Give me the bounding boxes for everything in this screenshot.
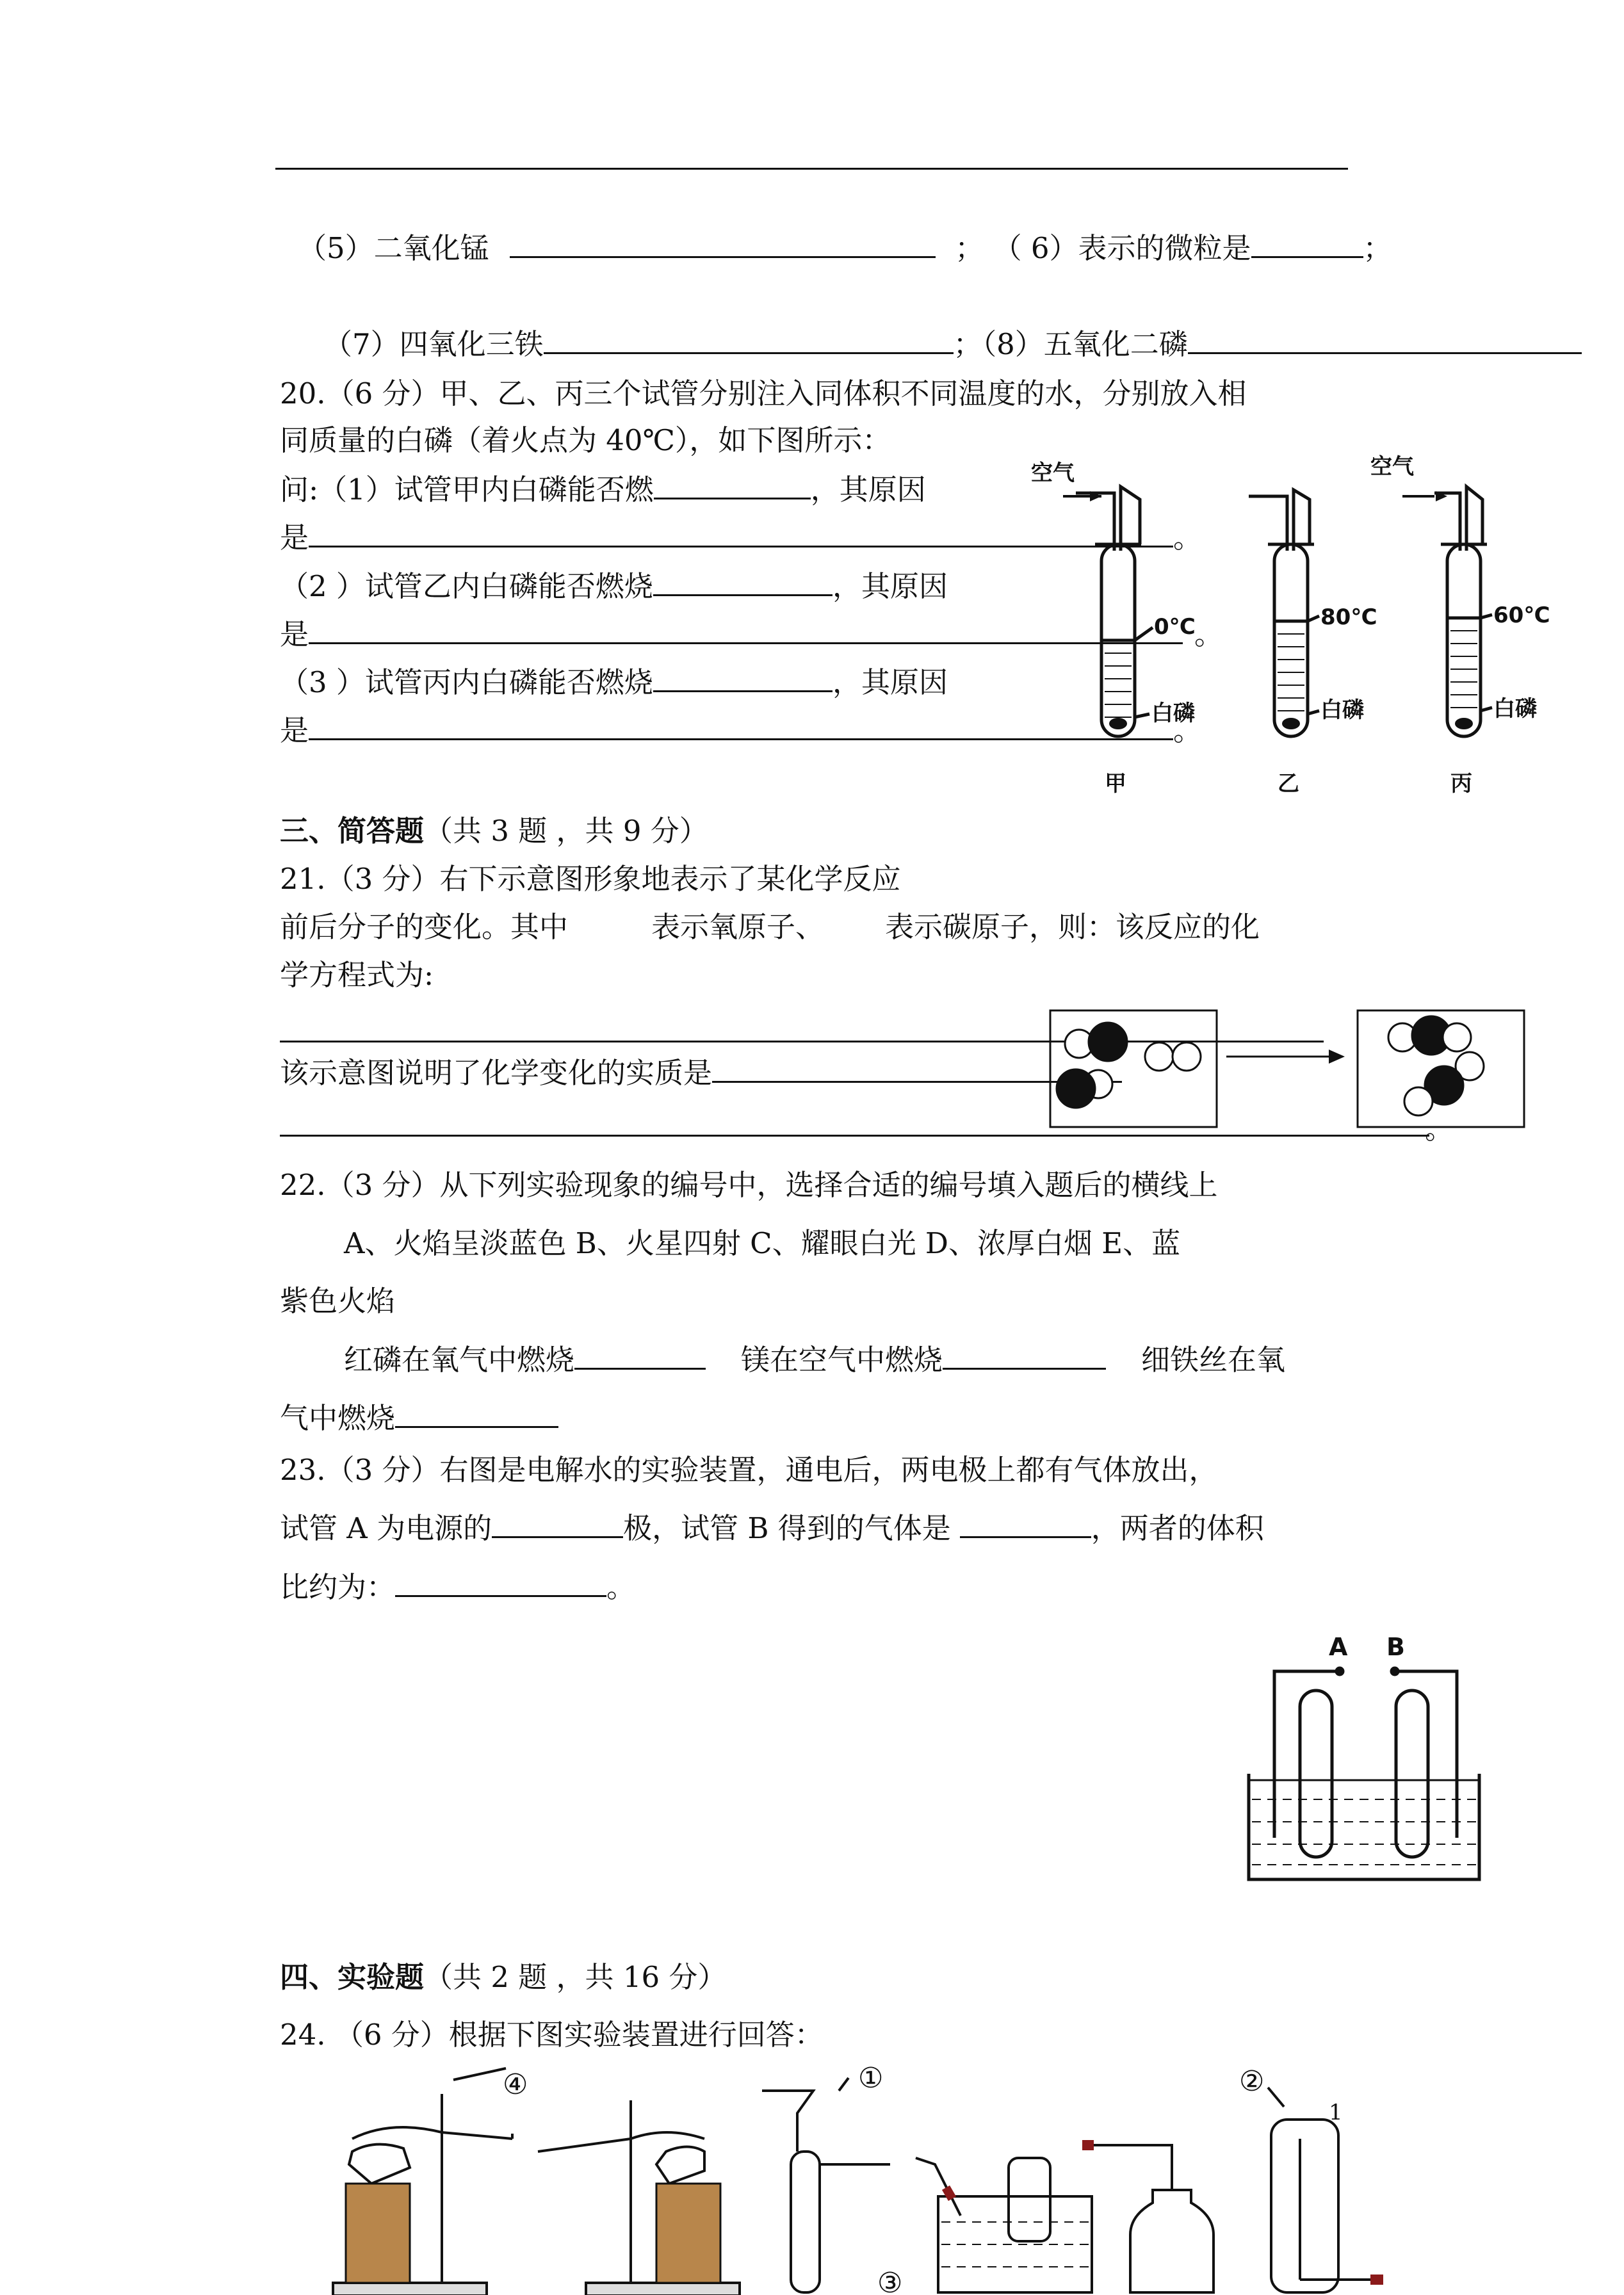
answer-blank[interactable]	[510, 231, 936, 258]
q20-q1-reason: 是 。	[280, 521, 1203, 555]
apparatus-mark: ②	[1239, 2065, 1265, 2098]
electrolysis-figure	[1242, 1626, 1486, 1895]
answer-blank[interactable]	[395, 1400, 558, 1428]
q22-options: A、火焰呈淡蓝色 B、火星四射 C、耀眼白光 D、浓厚白烟 E、蓝	[344, 1226, 1181, 1260]
q20-q1: 问:（1）试管甲内白磷能否燃 ，其原因	[280, 473, 926, 507]
temp-label: 60℃	[1493, 603, 1550, 628]
molecule-diagram	[1047, 1009, 1527, 1130]
q19-item5: （5）二氧化锰	[298, 231, 489, 265]
air-label: 空气	[1370, 454, 1414, 480]
electrode-label-b: B	[1386, 1633, 1405, 1661]
q20-q2-reason: 是 。	[280, 617, 1224, 651]
apparatus-mark: 1	[1329, 2100, 1343, 2125]
q23-line2: 试管 A 为电源的 极，试管 B 得到的气体是 ，两者的体积	[280, 1511, 1264, 1545]
tube-name: 丙	[1450, 771, 1472, 797]
tube-name: 甲	[1105, 771, 1126, 797]
electrode-label-a: A	[1329, 1633, 1348, 1661]
q19-item8: （8）五氧化二磷	[982, 327, 1188, 361]
q19-item6: （ 6）表示的微粒是	[993, 231, 1251, 265]
q24-line1: 24. （6 分）根据下图实验装置进行回答：	[280, 2018, 824, 2052]
section3-title: 三、简答题	[280, 814, 425, 848]
q19-line-b: （7）四氧化三铁 ；（8）五氧化二磷	[323, 327, 1582, 362]
q20-q2: （2 ）试管乙内白磷能否燃烧 ，其原因	[280, 569, 948, 603]
section3-heading	[280, 813, 708, 849]
phosphorus-label: 白磷	[1493, 696, 1537, 722]
section4-title: 四、实验题	[280, 1960, 425, 1994]
q21-line1: 21.（3 分）右下示意图形象地表示了某化学反应	[280, 862, 901, 896]
tube-name: 乙	[1278, 771, 1299, 797]
q22-line1: 22.（3 分）从下列实验现象的编号中，选择合适的编号填入题后的横线上	[280, 1168, 1218, 1202]
q21-line2: 前后分子的变化。其中 表示氧原子、 表示碳原子，则：该反应的化	[280, 910, 1260, 944]
q20-line1: 20.（6 分）甲、乙、丙三个试管分别注入同体积不同温度的水，分别放入相	[280, 377, 1247, 410]
answer-blank[interactable]	[654, 472, 811, 499]
apparatus-mark: ④	[503, 2068, 528, 2101]
answer-blank[interactable]	[943, 1342, 1106, 1370]
answer-blank[interactable]	[1188, 327, 1582, 354]
apparatus-mark: ③	[877, 2267, 903, 2295]
q21-end: 。	[1425, 1112, 1454, 1146]
q23-line1: 23.（3 分）右图是电解水的实验装置，通电后，两电极上都有气体放出，	[280, 1453, 1218, 1487]
answer-blank[interactable]	[395, 1569, 606, 1597]
answer-line[interactable]	[280, 1135, 1429, 1137]
top-rule	[275, 168, 1348, 170]
apparatus-figure	[320, 2062, 1409, 2295]
q19-line-a: （5）二氧化锰 ； （ 6）表示的微粒是 ；	[298, 231, 1392, 265]
q19-item7: （7）四氧化三铁	[323, 327, 544, 361]
q21-line4: 该示意图说明了化学变化的实质是	[280, 1055, 1122, 1091]
q19-sep: ；	[955, 231, 984, 265]
answer-blank[interactable]	[1251, 231, 1363, 258]
answer-blank[interactable]	[960, 1511, 1091, 1538]
q21-line3: 学方程式为:	[280, 958, 434, 992]
answer-blank[interactable]	[574, 1342, 706, 1370]
phosphorus-label: 白磷	[1320, 697, 1364, 723]
section3-note: （共 3 题 ，共 9 分）	[424, 814, 708, 848]
air-label: 空气	[1031, 460, 1075, 486]
answer-blank[interactable]	[653, 569, 832, 596]
answer-blank[interactable]	[544, 327, 954, 354]
section4-heading	[280, 1959, 726, 1995]
q22-line5: 气中燃烧	[280, 1400, 558, 1436]
q22-line4: 红磷在氧气中燃烧 镁在空气中燃烧 细铁丝在氧	[344, 1343, 1286, 1377]
q22-options-cont: 紫色火焰	[280, 1284, 396, 1318]
q20-q3-reason: 是 。	[280, 713, 1203, 747]
test-tube-figure	[1018, 448, 1563, 807]
q20-q3: （3 ）试管丙内白磷能否燃烧 ，其原因	[280, 665, 948, 699]
answer-blank[interactable]	[653, 665, 832, 692]
q23-line3: 比约为： 。	[280, 1570, 636, 1604]
temp-label: 80℃	[1320, 604, 1377, 630]
q20-line2: 同质量的白磷（着火点为 40℃），如下图所示：	[280, 423, 891, 457]
answer-blank[interactable]	[492, 1511, 623, 1538]
section4-note: （共 2 题 ，共 16 分）	[424, 1960, 727, 1994]
apparatus-mark: ①	[858, 2062, 884, 2095]
phosphorus-label: 白磷	[1151, 701, 1195, 726]
temp-label: 0℃	[1154, 614, 1196, 640]
